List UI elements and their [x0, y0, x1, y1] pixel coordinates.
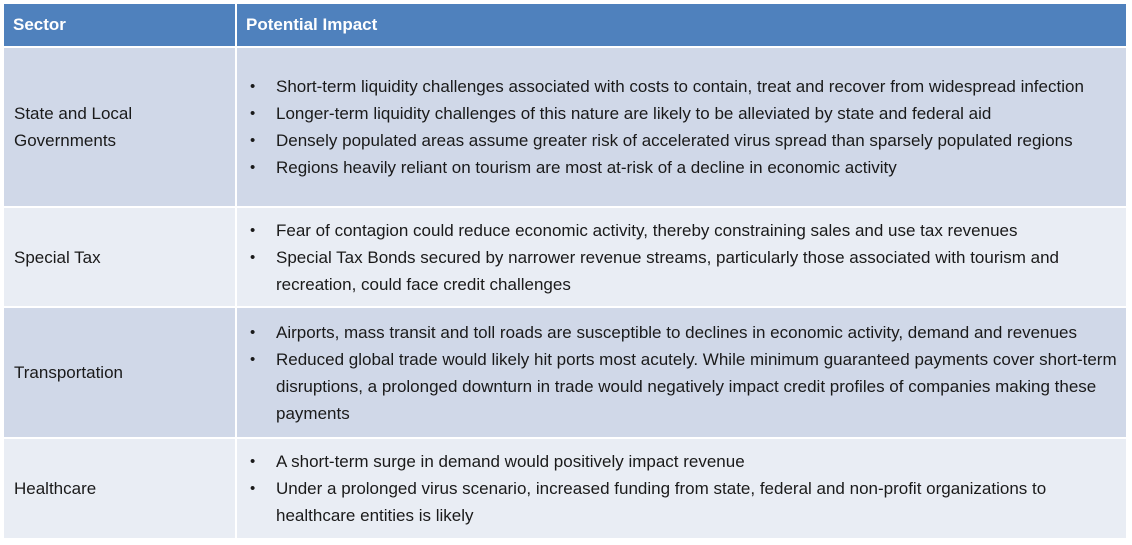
bullet-icon: •: [250, 221, 256, 239]
table-row: [3, 207, 1127, 307]
table-row: [3, 438, 1127, 539]
impact-cell: [236, 207, 1127, 307]
sector-cell: Transportation: [3, 307, 236, 438]
sector-cell: State and Local Governments: [3, 47, 236, 207]
bullet-text: Densely populated areas assume greater risk of accelerated virus spread than sparsely populated regions: [276, 131, 1073, 150]
bullet-icon: •: [250, 453, 256, 470]
header-sector: Sector: [3, 3, 236, 47]
header-potential-impact: Potential Impact: [236, 3, 1127, 47]
bullet-icon: •: [250, 132, 256, 149]
bullet-text: Fear of contagion could reduce economic activity, thereby constraining sales and use tax revenues: [276, 220, 1018, 240]
list-item: [237, 217, 1126, 244]
list-item: [237, 319, 1126, 346]
bullet-icon: •: [250, 78, 256, 95]
sector-impact-table: [2, 2, 1128, 540]
list-item: [237, 346, 1126, 427]
sector-cell: Healthcare: [3, 438, 236, 539]
bullet-text: Reduced global trade would likely hit ports most acutely. While minimum guaranteed payments cover short-term disruptions, a prolonged downturn in trade would negatively impact credit profiles of companies making these payments: [276, 349, 1117, 423]
list-item: [237, 73, 1126, 100]
impact-list: [237, 73, 1126, 181]
bullet-icon: •: [250, 105, 256, 122]
bullet-icon: •: [250, 323, 256, 341]
bullet-icon: •: [250, 350, 256, 368]
bullet-icon: •: [250, 480, 256, 497]
bullet-text: Short-term liquidity challenges associated with costs to contain, treat and recover from widespread infection: [276, 77, 1084, 96]
bullet-text: Under a prolonged virus scenario, increased funding from state, federal and non-profit organizations to healthcare entities is likely: [276, 479, 1047, 525]
impact-list: [237, 319, 1126, 427]
table-row: [3, 47, 1127, 207]
header-row: [3, 3, 1127, 47]
bullet-text: Airports, mass transit and toll roads are susceptible to declines in economic activity, demand and revenues: [276, 322, 1077, 342]
bullet-text: A short-term surge in demand would positively impact revenue: [276, 452, 745, 471]
impact-list: [237, 217, 1126, 298]
list-item: [237, 127, 1126, 154]
bullet-text: Longer-term liquidity challenges of this nature are likely to be alleviated by state and federal aid: [276, 104, 992, 123]
impact-cell: [236, 307, 1127, 438]
impact-list: [237, 448, 1126, 529]
sector-cell: Special Tax: [3, 207, 236, 307]
bullet-icon: •: [250, 159, 256, 176]
list-item: [237, 448, 1126, 475]
table-row: [3, 307, 1127, 438]
impact-cell: [236, 47, 1127, 207]
bullet-text: Regions heavily reliant on tourism are most at-risk of a decline in economic activity: [276, 158, 897, 177]
list-item: [237, 244, 1126, 298]
list-item: [237, 100, 1126, 127]
list-item: [237, 475, 1126, 529]
list-item: [237, 154, 1126, 181]
bullet-icon: •: [250, 248, 256, 266]
impact-cell: [236, 438, 1127, 539]
bullet-text: Special Tax Bonds secured by narrower revenue streams, particularly those associated with tourism and recreation, could face credit challenges: [276, 247, 1060, 294]
